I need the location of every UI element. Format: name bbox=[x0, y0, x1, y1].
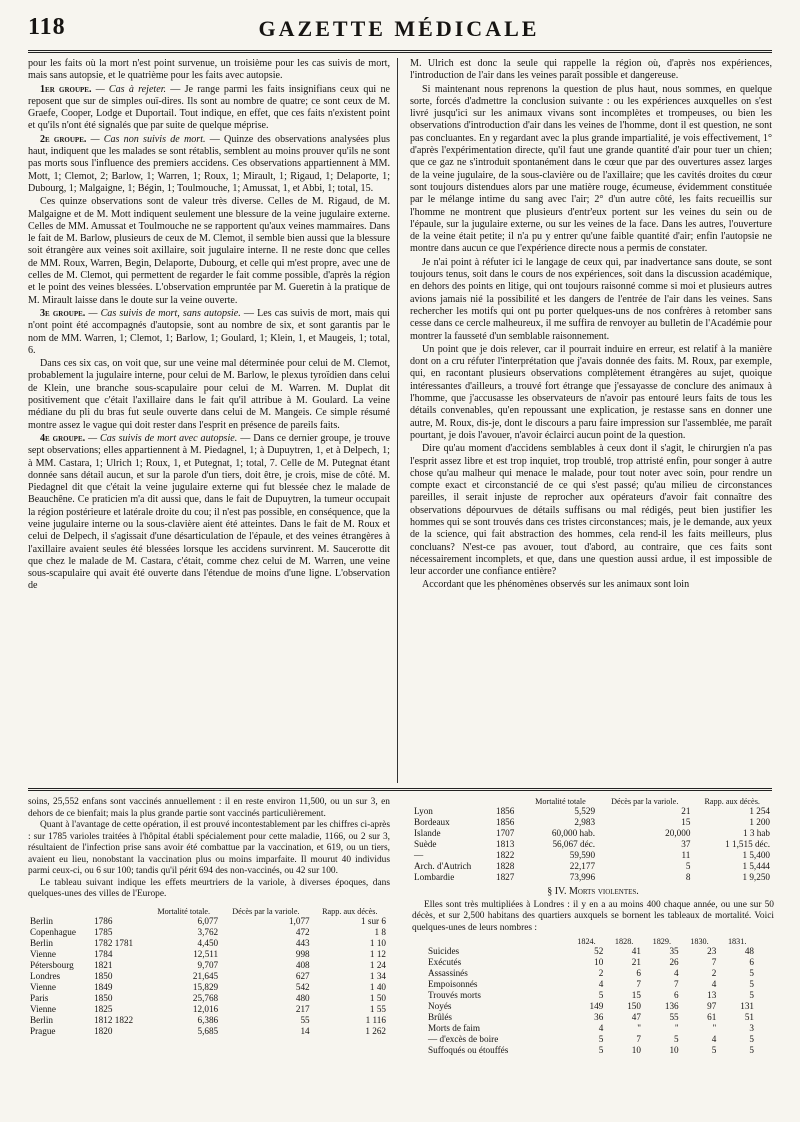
table-cell-count: 97 bbox=[707, 1001, 717, 1011]
table-cell-count: " bbox=[637, 1023, 641, 1033]
table-row bbox=[426, 1045, 756, 1056]
group-1 bbox=[28, 84, 390, 133]
table-header-year: 1824. bbox=[577, 937, 596, 946]
table-cell-year: 1784 bbox=[94, 948, 113, 959]
table-cell-total: 4,450 bbox=[197, 937, 219, 948]
table-cell-count: 4 bbox=[598, 1023, 604, 1033]
table-cell-count: " bbox=[712, 1023, 717, 1033]
table-cell-city: Berlin bbox=[30, 915, 53, 926]
table-cell-variole: 1,077 bbox=[288, 915, 310, 926]
table-cell-variole: 542 bbox=[295, 981, 310, 992]
journal-title: GAZETTE MÉDICALE bbox=[258, 16, 540, 41]
group-text: — Les cas suivis de mort, mais qui n'ont point été accompagnés d'autopsie, sont au nombre de six, et sont garantis par le nom de MM. Warren, 1; Clemot, 1; Barlow, 1; Goulard, 1; Klein, 1, et Maugeis, 1; total, 6. bbox=[28, 307, 390, 356]
table-row bbox=[426, 1012, 756, 1023]
table-row bbox=[28, 927, 388, 938]
smallpox-table-europe bbox=[28, 907, 388, 1037]
table-row bbox=[426, 1023, 756, 1034]
table-cell-count: 15 bbox=[631, 990, 641, 1000]
table-cell-count: 36 bbox=[594, 1012, 604, 1022]
table-cell-total: 6,077 bbox=[197, 915, 219, 926]
table-row bbox=[412, 817, 772, 828]
table-cell-total: 25,768 bbox=[192, 992, 219, 1003]
table-row bbox=[412, 806, 772, 817]
table-cell-count: 10 bbox=[631, 1045, 641, 1055]
table-cell-count: " bbox=[674, 1023, 679, 1033]
footer-right-column bbox=[412, 797, 774, 1115]
table-cell-cause: — d'excès de boire bbox=[428, 1034, 499, 1044]
table-cell-year: 1856 bbox=[495, 817, 515, 827]
table-header-year: 1830. bbox=[690, 937, 709, 946]
table-cell-total: 5,685 bbox=[197, 1025, 219, 1036]
table-cell-cause: Noyés bbox=[428, 1001, 452, 1011]
group-label: 3e groupe. bbox=[40, 307, 86, 319]
paragraph: Je n'ai point à réfuter ici le langage de ceux qui, par inadvertance sans doute, se sont toujours tenus, soit dans le cours de nos expériences, soit dans la discussion académique, en dehors des points en litige, qui ont toujours raisonné comme si moi et plusieurs autres avions jamais nié la possibilité et les dangers de l'entrée de l'air dans les veines. Sans rechercher les motifs qui ont pu porter quelques-uns de nos confrères à retomber sans cesse dans ce cercle malheureux, il me suffira de renvoyer au bulletin de l'Académie pour montrer la fausseté d'un semblable raisonnement. bbox=[410, 256, 772, 342]
table-cell-variole: 15 bbox=[681, 817, 691, 827]
paragraph: Accordant que les phénomènes observés sur les animaux sont loin bbox=[422, 579, 690, 591]
table-cell-year: 1856 bbox=[495, 806, 515, 816]
group-text: — Quinze des observations analysées plus haut, indiquent que les malades se sont rétablis, semblent au moins prouver qu'ils ne sont pas morts sous l'influence des premiers accidens. Ces observations appartiennent à MM. Mott, 1; Clemot, 2; Barlow, 1; Warren, 1; Roux, 1; Mirault, 1; Rigaud, 1; Delaporte, 1; Dubourg, 1; Malgaigne, 1; Bégin, 1; Toulmouche, 1; Amussat, 1, et Abbi, 1; total, 15. bbox=[28, 133, 390, 194]
table-cell-count: 41 bbox=[631, 946, 641, 956]
paragraph: pour les faits où la mort n'est point survenue, un troisième pour les cas suivis de mort, mais sans autopsie, et le quatrième pour les faits avec autopsie. bbox=[28, 58, 390, 82]
table-row bbox=[412, 861, 772, 872]
table-row bbox=[28, 916, 388, 927]
group-4 bbox=[28, 433, 390, 593]
table-cell-count: 149 bbox=[589, 1001, 604, 1011]
table-cell-cause: Suicides bbox=[428, 946, 460, 956]
table-cell-count: 6 bbox=[749, 957, 754, 967]
table-cell-count: 5 bbox=[711, 1045, 717, 1055]
table-cell-count: 5 bbox=[749, 990, 754, 1000]
table-cell-year: 1850 bbox=[94, 992, 113, 1003]
table-cell-year: 1782 1781 bbox=[94, 937, 134, 948]
table-cell-total: 12,511 bbox=[193, 948, 219, 959]
table-cell-variole: 14 bbox=[300, 1025, 310, 1036]
table-cell-count: 2 bbox=[711, 968, 717, 978]
table-cell-total: 22,177 bbox=[569, 861, 596, 871]
table-cell-city: Lombardie bbox=[414, 872, 455, 882]
table-header-year: 1828. bbox=[614, 937, 634, 946]
table-row bbox=[426, 990, 756, 1001]
table-cell-total: 21,645 bbox=[192, 970, 219, 981]
group-3 bbox=[28, 308, 390, 357]
table-cell-city: Islande bbox=[414, 828, 441, 838]
table-cell-count: 13 bbox=[707, 990, 717, 1000]
paragraph: Si maintenant nous reprenons la question de plus haut, nous sommes, en quelque sorte, forcés d'admettre la conclusion suivante : ou les expériences auxquelles on s'est livré jusqu'ici sur les animaux vivans sont incomplètes et trompeuses, ou bien les observations d'introduction d'air dans les veines de l'homme, dont il est question, ne sont pas concluantes. En y regardant avec la plus grande impartialité, je vois effectivement, 1° d'après l'expérimentation directe, qu'il faut une grande quantité d'air pour tuer un chien; que ce gaz ne s'introduit spontanément dans le cœur que par des ouvertures assez larges de la veine jugulaire, de la sous-clavière ou de l'axillaire; que les cavités droites du cœur sont toujours distendues alors par une matière rouge, écumeuse, évidemment constituée par le mélange intime du sang avec l'air; 2° d'un autre côté, les faits recueillis sur l'homme ne montrent que plusieurs d'entr'eux portent sur les veines du sein ou de l'épaule, sur la jugulaire externe, ou sur les veines de la face. Dans les autres, l'ouverture de la veine était petite; il n'a pu y entrer qu'une faible quantité d'air; enfin l'autopsie ne montre dans aucun ce que l'expérience directe nous a permis de constater. bbox=[410, 83, 772, 255]
table-cell-cause: Suffoqués ou étouffés bbox=[428, 1045, 509, 1055]
left-column bbox=[28, 58, 390, 783]
table-row bbox=[28, 949, 388, 960]
table-cell-city: Vienne bbox=[30, 1003, 56, 1014]
table-header: Mortalité totale bbox=[535, 797, 586, 806]
table-cell-ratio: 1 254 bbox=[749, 806, 770, 816]
table-cell-total: 9,707 bbox=[197, 959, 219, 970]
table-cell-count: 5 bbox=[598, 990, 604, 1000]
table-cell-count: 7 bbox=[674, 979, 679, 989]
table-cell-count: 51 bbox=[744, 1012, 754, 1022]
paragraph: soins, 25,552 enfans sont vaccinés annuellement : il en reste environ 11,500, ou un sur 3, en dehors de ce bienfait; mais la plus grande partie sont vaccinés particulièrement. bbox=[28, 797, 390, 819]
page-header bbox=[28, 14, 770, 44]
table-row bbox=[412, 839, 772, 850]
table-cell-ratio: 1 50 bbox=[369, 992, 386, 1003]
right-column bbox=[410, 58, 772, 783]
table-cell-variole: 5 bbox=[685, 861, 691, 871]
table-cell-cause: Morts de faim bbox=[428, 1023, 481, 1033]
table-cell-year: 1812 1822 bbox=[94, 1014, 134, 1025]
table-header: Rapp. aux décès. bbox=[322, 906, 378, 916]
table-cell-count: 52 bbox=[594, 946, 604, 956]
table-cell-variole: 472 bbox=[295, 926, 310, 937]
group-text: — Dans ce dernier groupe, je trouve sept observations; elles appartiennent à M. Piedagnel, 1; à Dupuytren, 1, et à Delpech, 1; à MM. Castara, 1; Ulrich 1; Roux, 1, et Putegnat, 1; total, 7. Celle de M. Putegnat étant donnée sans détail aucun, et sur la parole d'un tiers, doit être, je crois, mise de côté. M. Piedagnel dit que c'était la veine jugulaire externe qui fut blessée chez le malade de Beauchêne. Ce praticien m'a dit aussi que, dans le fait de Dupuytren, la tumeur occupait la région postérieure et latérale droite du cou; il n'est pas possible, en conséquence, que la veine jugulaire interne ou la sous-clavière aient été atteintes. Dans le fait de M. Roux et celui de Delpech, il s'agissait d'une désarticulation de l'épaule, et des veines étrangères à l'axillaire avaient seules été blessées lorsque les accidens survinrent. M. Saucerotte dit que chez le malade de M. Castara, c'était, comme chez celui de M. Warren, une veine sous-scapulaire qui avait été ouverte dans l'étendue de moins d'une ligne. L'observation de bbox=[28, 432, 390, 592]
table-cell-ratio: 1 5,400 bbox=[742, 850, 770, 860]
group-2 bbox=[28, 134, 390, 195]
table-cell-variole: 443 bbox=[295, 937, 310, 948]
table-cell-ratio: 1 1,515 déc. bbox=[725, 839, 770, 849]
table-cell-count: 4 bbox=[711, 979, 717, 989]
table-cell-count: 7 bbox=[636, 979, 641, 989]
table-cell-total: 5,529 bbox=[574, 806, 596, 816]
table-cell-total: 6,386 bbox=[197, 1014, 219, 1025]
table-cell-total: 56,067 déc. bbox=[552, 839, 596, 849]
smallpox-table-cont bbox=[412, 797, 772, 883]
table-header: Décès par la variole. bbox=[611, 797, 679, 806]
table-cell-count: 4 bbox=[711, 1034, 717, 1044]
table-row bbox=[426, 968, 756, 979]
table-cell-count: 47 bbox=[631, 1012, 641, 1022]
table-header-city bbox=[412, 797, 494, 806]
paragraph: Dans ces six cas, on voit que, sur une veine mal déterminée pour celui de M. Clemot, probablement la jugulaire interne, pour celui de M. Barlow, le plexus tyroïdien dans celui de Klein, une branche sous-scapulaire pour celui de M. Warren. M. Duplat dit positivement que c'était l'axillaire dans le fait qu'il attribue à M. Goulard. La veine médiane du pli du bras fut seule ouverte dans celui de M. Mangeis. Ce simple résumé montre assez le vague qui doit rester dans l'esprit en présence de pareils faits. bbox=[28, 358, 390, 431]
table-header-year bbox=[494, 797, 524, 806]
group-label: 4e groupe. bbox=[40, 432, 86, 444]
table-cell-count: 5 bbox=[749, 1034, 754, 1044]
table-cell-year: 1785 bbox=[94, 926, 113, 937]
table-cell-city: Prague bbox=[30, 1025, 56, 1036]
table-cell-city: Vienne bbox=[30, 981, 56, 992]
column-divider bbox=[397, 58, 398, 783]
table-row bbox=[28, 1004, 388, 1015]
table-cell-year: 1813 bbox=[495, 839, 515, 849]
paragraph: Elles sont très multipliées à Londres : il y en a au moins 400 chaque année, ou une sur 50 décès, et sur 2,500 habitans des quartiers auxquels se bornent les tableaux de mortalité. Voici quelques-unes de leurs nombres : bbox=[412, 899, 774, 933]
table-cell-year: 1827 bbox=[495, 872, 515, 882]
table-cell-variole: 11 bbox=[681, 850, 691, 860]
table-cell-count: 10 bbox=[669, 1045, 679, 1055]
table-row bbox=[28, 982, 388, 993]
table-cell-variole: 217 bbox=[295, 1003, 310, 1014]
table-cell-cause: Empoisonnés bbox=[428, 979, 478, 989]
table-cell-ratio: 1 262 bbox=[365, 1025, 386, 1036]
paragraph: M. Ulrich est donc la seule qui rappelle la région où, d'après nos expériences, l'introduction de l'air dans les veines paraît possible et dangereuse. bbox=[410, 58, 772, 82]
paragraph: Ces quinze observations sont de valeur très diverse. Celles de M. Rigaud, de M. Malgaigne et de M. Mott indiquent seulement une blessure de la veine jugulaire externe. Celles de MM. Amussat et Toulmouche ne se rapportent qu'aux veines mammaires. Dans le fait de M. Barlow, plusieurs de ceux de M. Clemot, il semble bien aussi que la blessure soit étrangère aux veines soit axillaire, soit jugulaire interne. Il ne reste donc que celles de MM. Roux, Warren, Begin, Delaporte, Dubourg, et celle qui m'est propre, avec une de celles de M. Clemot, qui permettent de regarder le fait comme possible, d'après la région et le point des veines blessées. L'observation empruntée par M. Gueretin à la pratique de M. Mirault laisse dans le doute sur la veine ouverte. bbox=[28, 196, 390, 306]
table-cell-total: 73,996 bbox=[569, 872, 596, 882]
table-cell-ratio: 1 24 bbox=[369, 959, 386, 970]
table-cell-variole: 8 bbox=[685, 872, 691, 882]
table-cell-city: Copenhague bbox=[30, 926, 76, 937]
table-cell-count: 3 bbox=[749, 1023, 754, 1033]
group-title: — Cas à rejeter. bbox=[95, 83, 167, 95]
table-cell-count: 5 bbox=[598, 1045, 604, 1055]
table-cell-ratio: 1 200 bbox=[749, 817, 770, 827]
table-cell-year: 1849 bbox=[94, 981, 113, 992]
table-cell-ratio: 1 10 bbox=[369, 937, 386, 948]
table-cell-city: Vienne bbox=[30, 948, 56, 959]
table-cell-count: 7 bbox=[711, 957, 717, 967]
table-cell-ratio: 1 40 bbox=[369, 981, 386, 992]
table-cell-city: Lyon bbox=[414, 806, 433, 816]
table-header: Décès par la variole. bbox=[232, 906, 300, 916]
table-cell-ratio: 1 12 bbox=[369, 948, 386, 959]
table-cell-year: 1828 bbox=[495, 861, 515, 871]
table-row bbox=[412, 872, 772, 883]
table-cell-total: 12,016 bbox=[192, 1003, 219, 1014]
table-cell-count: 7 bbox=[636, 1034, 641, 1044]
group-label: 1er groupe. bbox=[40, 83, 92, 95]
table-cell-city: Berlin bbox=[30, 937, 53, 948]
table-cell-year: 1821 bbox=[94, 959, 113, 970]
table-cell-city: Londres bbox=[30, 970, 61, 981]
table-cell-count: 61 bbox=[707, 1012, 717, 1022]
table-row bbox=[28, 960, 388, 971]
feuilleton-rule bbox=[28, 788, 772, 791]
table-row bbox=[28, 938, 388, 949]
table-cell-count: 10 bbox=[594, 957, 604, 967]
table-cell-year: 1707 bbox=[495, 828, 515, 838]
table-cell-ratio: 1 sur 6 bbox=[360, 915, 386, 926]
table-header-row bbox=[28, 907, 388, 916]
table-cell-ratio: 1 34 bbox=[369, 970, 386, 981]
table-cell-count: 23 bbox=[707, 946, 717, 956]
table-header-row bbox=[426, 937, 756, 946]
table-cell-variole: 480 bbox=[295, 992, 310, 1003]
footer-left-column bbox=[28, 797, 390, 1115]
table-cell-variole: 20,000 bbox=[665, 828, 691, 838]
section-title: § IV. Morts violentes. bbox=[547, 886, 639, 897]
table-cell-count: 2 bbox=[598, 968, 604, 978]
table-cell-total: 60,000 hab. bbox=[551, 828, 596, 838]
group-title: — Cas non suivis de mort. bbox=[90, 133, 206, 145]
table-cell-city: Paris bbox=[30, 992, 49, 1003]
table-cell-count: 26 bbox=[669, 957, 679, 967]
table-cell-year: 1825 bbox=[94, 1003, 113, 1014]
table-cell-ratio: 1 55 bbox=[369, 1003, 386, 1014]
table-header-year bbox=[92, 907, 147, 916]
table-cell-city: Bordeaux bbox=[414, 817, 450, 827]
table-cell-variole: 627 bbox=[295, 970, 310, 981]
table-cell-count: 35 bbox=[669, 946, 679, 956]
paragraph: Dire qu'au moment d'accidens semblables à ceux dont il s'agit, le chirurgien n'a pas l'esprit assez libre et est trop inquiet, trop troublé, trop attristé enfin, pour songer à autre chose qu'au malheur qui menace le malade, pour tout noter avec soin, pour rendre un compte exact et circonstancié de ce qui s'est passé; qu'au milieu de circonstances pareilles, il serait injuste de reprocher aux opérateurs d'avoir fait connaître des observations dépourvues de détails suffisans ou mal rédigés, peut bien justifier les hommes qui se sont trouvés dans ces tristes circonstances; mais, je le demande, aux yeux de la science, qui fait abstraction des hommes, cela rend-il les faits meilleurs, plus concluans? N'est-ce pas avouer, tout d'abord, au contraire, que ces faits sont nécessairement incomplets, et que, dans une question aussi ardue, il est impossible de leur accorder une confiance entière? bbox=[410, 443, 772, 578]
paragraph: Un point que je dois relever, car il pourrait induire en erreur, est relatif à la manière dont on a cru réfuter l'interprétation que j'avais donnée des faits. M. Roux, par exemple, qui, en racontant plusieurs observations complètement étrangères au sujet, quoique intéressantes d'ailleurs, a trouvé fort étrange que j'essayasse de conclure des animaux à l'homme, que j'accusasse les observateurs de n'avoir pas entouré leurs faits de tous les détails convenables, qu'en repoussant une explication, je restasse sans en donner une autre, M. Roux, dis-je, dont le discours a paru faire impression sur l'assemblée, me paraît pourtant, je dois l'avouer, n'avoir éclairci aucun point de la question. bbox=[410, 343, 772, 441]
table-header-city bbox=[28, 907, 92, 916]
table-header-cause bbox=[426, 937, 568, 946]
table-cell-city: Arch. d'Autrich bbox=[414, 861, 472, 871]
table-cell-variole: 21 bbox=[681, 806, 691, 816]
table-row bbox=[28, 1026, 388, 1037]
table-header: Mortalité totale. bbox=[157, 906, 211, 916]
table-cell-count: 55 bbox=[669, 1012, 679, 1022]
table-cell-count: 5 bbox=[674, 1034, 679, 1044]
table-cell-count: 150 bbox=[627, 1001, 641, 1011]
paragraph: Le tableau suivant indique les effets meurtriers de la variole, à diverses époques, dans quelques-unes des villes de l'Europe. bbox=[28, 877, 390, 899]
table-header: Rapp. aux décès. bbox=[704, 797, 760, 806]
table-cell-count: 6 bbox=[674, 990, 679, 1000]
table-cell-count: 5 bbox=[749, 979, 754, 989]
table-cell-year: 1820 bbox=[94, 1025, 113, 1036]
table-row bbox=[28, 1015, 388, 1026]
table-cell-city: Suède bbox=[414, 839, 437, 849]
table-cell-count: 5 bbox=[598, 1034, 604, 1044]
violent-deaths-table bbox=[426, 937, 756, 1056]
table-cell-count: 6 bbox=[636, 968, 641, 978]
table-cell-ratio: 1 3 hab bbox=[742, 828, 770, 838]
table-row bbox=[412, 828, 772, 839]
table-cell-total: 59,590 bbox=[569, 850, 596, 860]
table-row bbox=[412, 850, 772, 861]
table-cell-city: Pétersbourg bbox=[30, 959, 74, 970]
group-label: 2e groupe. bbox=[40, 133, 87, 145]
table-row bbox=[28, 971, 388, 982]
table-cell-count: 4 bbox=[674, 968, 679, 978]
table-cell-variole: 998 bbox=[295, 948, 310, 959]
table-cell-count: 5 bbox=[749, 968, 754, 978]
table-header-year: 1829. bbox=[652, 937, 672, 946]
table-cell-total: 2,983 bbox=[574, 817, 596, 827]
group-title: — Cas suivis de mort, sans autopsie. bbox=[88, 307, 241, 319]
table-row bbox=[426, 1034, 756, 1045]
table-cell-cause: Assassinés bbox=[428, 968, 468, 978]
table-cell-ratio: 1 9,250 bbox=[742, 872, 770, 882]
table-cell-ratio: 1 5,444 bbox=[742, 861, 770, 871]
table-cell-total: 15,829 bbox=[192, 981, 219, 992]
table-cell-variole: 408 bbox=[295, 959, 310, 970]
table-cell-ratio: 1 8 bbox=[374, 926, 386, 937]
table-row bbox=[28, 993, 388, 1004]
table-cell-city: — bbox=[414, 850, 424, 860]
table-cell-variole: 55 bbox=[300, 1014, 310, 1025]
group-title: — Cas suivis de mort avec autopsie. bbox=[88, 432, 238, 444]
page-number: 118 bbox=[28, 14, 66, 40]
header-rule bbox=[28, 50, 772, 53]
table-cell-year: 1850 bbox=[94, 970, 113, 981]
table-cell-cause: Exécutés bbox=[428, 957, 462, 967]
table-cell-year: 1786 bbox=[94, 915, 113, 926]
table-row bbox=[426, 957, 756, 968]
table-cell-city: Berlin bbox=[30, 1014, 53, 1025]
table-row bbox=[426, 1001, 756, 1012]
table-cell-total: 3,762 bbox=[197, 926, 219, 937]
table-cell-ratio: 1 116 bbox=[365, 1014, 386, 1025]
table-cell-count: 4 bbox=[598, 979, 604, 989]
paragraph: Quant à l'avantage de cette opération, il est prouvé incontestablement par les chiffres ci-après : sur 1785 varioles traitées à l'hôpital établi spécialement pour cette maladie, 1166, ou 2 sur 3, résultaient de l'infection prise sans avoir été combattue par la vaccination, et 619, ou un tiers, avaient eu lieu, nonobstant la vaccination plus ou moins imparfaite. Il mourut 40 individus parmi ceux-ci, ou 6 sur 100; tandis qu'il périt 694 des non-vaccinés, ou 42 sur 100. bbox=[28, 820, 390, 876]
table-cell-cause: Trouvés morts bbox=[428, 990, 482, 1000]
table-header-year: 1831. bbox=[727, 937, 747, 946]
table-cell-year: 1822 bbox=[495, 850, 515, 860]
table-cell-count: 48 bbox=[744, 946, 754, 956]
table-row bbox=[426, 946, 756, 957]
table-cell-count: 136 bbox=[664, 1001, 679, 1011]
table-cell-count: 21 bbox=[631, 957, 641, 967]
table-cell-cause: Brûlés bbox=[428, 1012, 452, 1022]
group-text: — Je range parmi les faits insignifians ceux qui ne reposent que sur de simples ouï-dires. Ils sont au nombre de quatre; ce sont ceux de M. Graefe, Cooper, Lodge et Duportail. Tout indique, en effet, que ces faits n'existent point et qu'ils n'ont été signalés que par suite de quelque méprise. bbox=[28, 83, 390, 132]
table-row bbox=[426, 979, 756, 990]
table-cell-count: 131 bbox=[740, 1001, 754, 1011]
table-cell-count: 5 bbox=[749, 1045, 754, 1055]
table-cell-variole: 37 bbox=[681, 839, 691, 849]
table-header-row bbox=[412, 797, 772, 806]
